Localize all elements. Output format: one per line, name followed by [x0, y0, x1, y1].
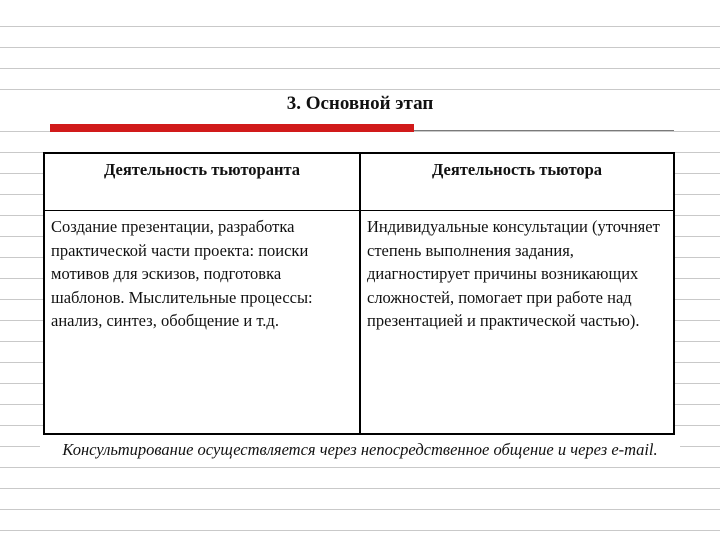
- cell-tutor-activity: Индивидуальные консультации (уточняет степень выполнения задания, диагностирует причины возникающих сложностей, помогает при работе над презентацией и практической частью).: [360, 211, 674, 435]
- activity-table: [43, 152, 675, 435]
- table-row: [44, 211, 674, 435]
- header-tutor-activity: Деятельность тьютора: [360, 153, 674, 211]
- consultation-note: Консультирование осуществляется через непосредственное общение и через e-mail.: [40, 438, 680, 462]
- title-underline-bar: [50, 124, 674, 132]
- cell-tutee-activity: Создание презентации, разработка практической части проекта: поиски мотивов для эскизов, подготовка шаблонов. Мыслительные процессы: анализ, синтез, обобщение и т.д.: [44, 211, 360, 435]
- table-header-row: [44, 153, 674, 211]
- title-thin-rule: [414, 130, 674, 131]
- header-tutee-activity: Деятельность тьюторанта: [44, 153, 360, 211]
- title-accent-bar: [50, 124, 414, 132]
- slide-title: 3. Основной этап: [0, 92, 720, 116]
